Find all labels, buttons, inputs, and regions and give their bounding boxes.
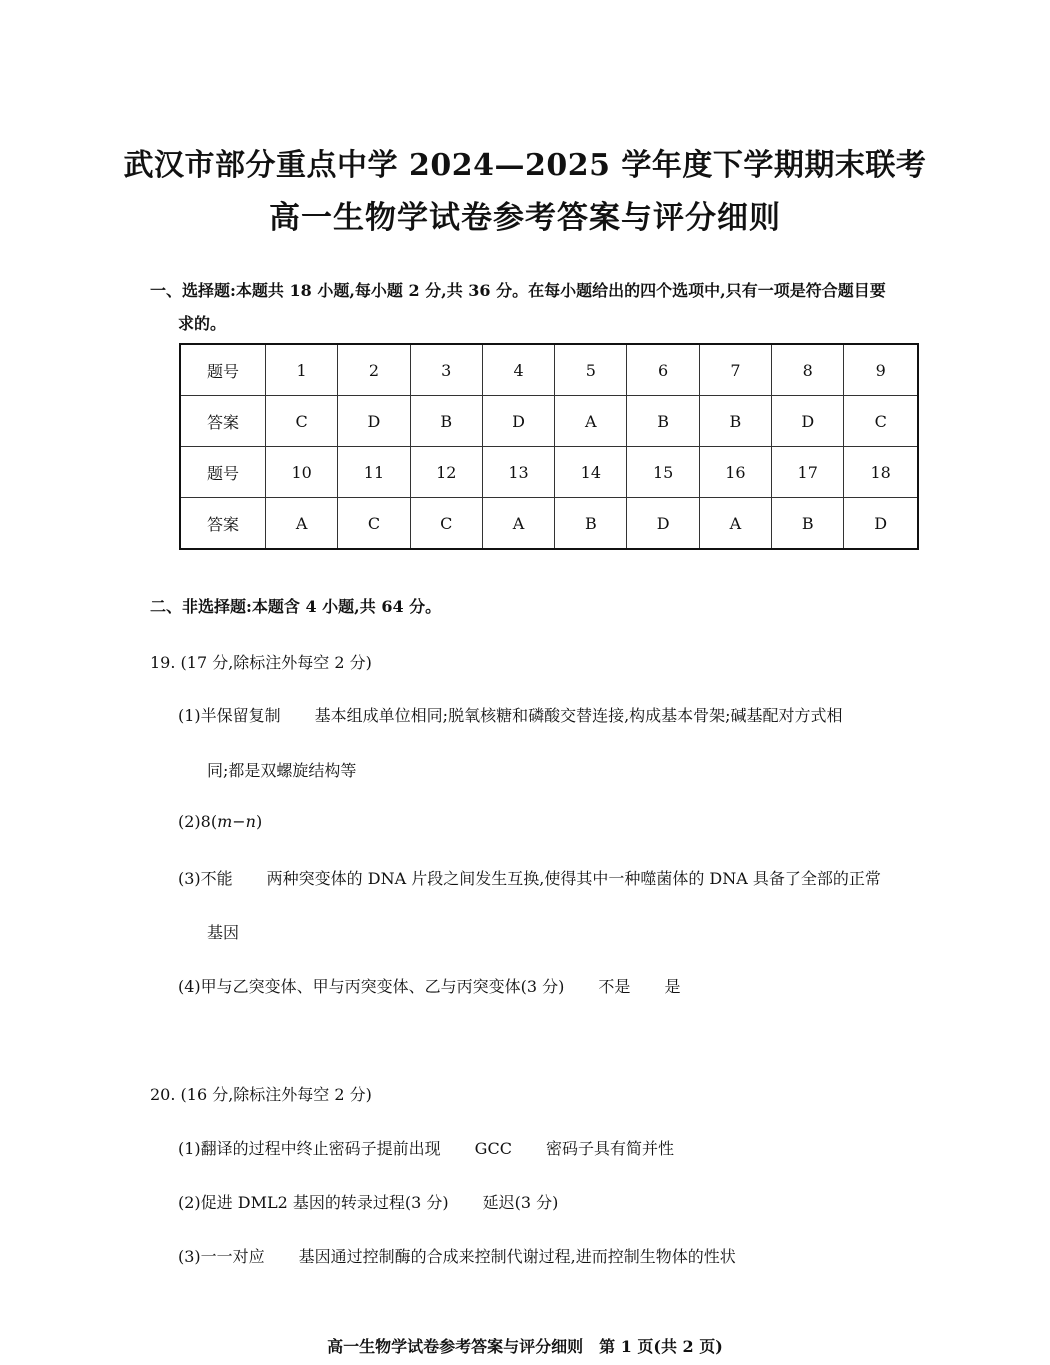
question-number-cell: 13 bbox=[482, 447, 554, 498]
answer-cell: B bbox=[627, 396, 699, 447]
answer-cell: D bbox=[338, 396, 410, 447]
q20-header: 20. (16 分,除标注外每空 2 分) bbox=[150, 1085, 372, 1104]
q19-part2 bbox=[178, 812, 262, 831]
row-label-answer: 答案 bbox=[180, 498, 266, 550]
answer-cell: A bbox=[482, 498, 554, 550]
answer-cell: B bbox=[699, 396, 771, 447]
question-number-cell: 2 bbox=[338, 344, 410, 396]
section1-intro-line2: 求的。 bbox=[178, 314, 227, 333]
q20-part1-answer-a: (1)翻译的过程中终止密码子提前出现 bbox=[178, 1139, 441, 1158]
q19-part3-answer-a: (3)不能 bbox=[178, 869, 233, 888]
q20-part2-answer-a: (2)促进 DML2 基因的转录过程(3 分) bbox=[178, 1193, 449, 1212]
q19-part4-answer-a: (4)甲与乙突变体、甲与丙突变体、乙与丙突变体(3 分) bbox=[178, 977, 565, 996]
question-number-cell: 17 bbox=[772, 447, 844, 498]
question-number-cell: 1 bbox=[266, 344, 338, 396]
answer-table-number-row bbox=[180, 447, 918, 498]
answer-cell: A bbox=[555, 396, 627, 447]
q20-part3 bbox=[178, 1244, 736, 1267]
q19-part3-answer-b: 两种突变体的 DNA 片段之间发生互换,使得其中一种噬菌体的 DNA 具备了全部的正常 bbox=[266, 869, 881, 888]
q19-part3-continuation: 基因 bbox=[207, 923, 240, 942]
question-number-cell: 15 bbox=[627, 447, 699, 498]
page-footer: 高一生物学试卷参考答案与评分细则 第 1 页(共 2 页) bbox=[327, 1337, 723, 1356]
answer-cell: D bbox=[844, 498, 918, 550]
answer-cell: C bbox=[266, 396, 338, 447]
question-number-cell: 18 bbox=[844, 447, 918, 498]
q19-part1-continuation: 同;都是双螺旋结构等 bbox=[207, 761, 357, 780]
question-number-cell: 12 bbox=[410, 447, 482, 498]
q20-part2-answer-b: 延迟(3 分) bbox=[482, 1193, 559, 1212]
q20-part2 bbox=[178, 1190, 558, 1213]
row-label-question-number: 题号 bbox=[180, 344, 266, 396]
row-label-question-number: 题号 bbox=[180, 447, 266, 498]
q19-part2-expression: m−n bbox=[217, 812, 256, 831]
q19-part2-suffix: ) bbox=[255, 812, 263, 831]
document-subtitle: 高一生物学试卷参考答案与评分细则 bbox=[269, 200, 781, 236]
q19-part4-answer-c: 是 bbox=[664, 977, 681, 996]
question-number-cell: 4 bbox=[482, 344, 554, 396]
answer-cell: D bbox=[772, 396, 844, 447]
section2-title: 二、非选择题:本题含 4 小题,共 64 分。 bbox=[150, 597, 442, 616]
question-number-cell: 16 bbox=[699, 447, 771, 498]
q20-part1 bbox=[178, 1136, 674, 1159]
q20-part3-answer-b: 基因通过控制酶的合成来控制代谢过程,进而控制生物体的性状 bbox=[298, 1247, 736, 1266]
answer-cell: D bbox=[482, 396, 554, 447]
question-number-cell: 8 bbox=[772, 344, 844, 396]
row-label-answer: 答案 bbox=[180, 396, 266, 447]
q20-part1-answer-b: GCC bbox=[474, 1139, 512, 1158]
section1-intro-line1: 一、选择题:本题共 18 小题,每小题 2 分,共 36 分。在每小题给出的四个选项中,只有一项是符合题目要 bbox=[150, 281, 886, 300]
q19-part3 bbox=[178, 866, 881, 889]
question-number-cell: 14 bbox=[555, 447, 627, 498]
question-number-cell: 5 bbox=[555, 344, 627, 396]
q20-part3-answer-a: (3)一一对应 bbox=[178, 1247, 265, 1266]
answer-cell: B bbox=[410, 396, 482, 447]
answer-cell: D bbox=[627, 498, 699, 550]
q19-part1 bbox=[178, 703, 843, 726]
answer-table-number-row bbox=[180, 344, 918, 396]
q19-header: 19. (17 分,除标注外每空 2 分) bbox=[150, 653, 372, 672]
question-number-cell: 10 bbox=[266, 447, 338, 498]
question-number-cell: 6 bbox=[627, 344, 699, 396]
answer-cell: C bbox=[844, 396, 918, 447]
answer-cell: B bbox=[555, 498, 627, 550]
question-number-cell: 11 bbox=[338, 447, 410, 498]
answer-cell: B bbox=[772, 498, 844, 550]
answer-cell: C bbox=[338, 498, 410, 550]
answer-cell: C bbox=[410, 498, 482, 550]
exam-title: 武汉市部分重点中学 2024—2025 学年度下学期期末联考 bbox=[123, 148, 927, 183]
answer-table-answer-row bbox=[180, 498, 918, 550]
question-number-cell: 9 bbox=[844, 344, 918, 396]
answer-cell: A bbox=[266, 498, 338, 550]
answer-cell: A bbox=[699, 498, 771, 550]
q19-part4 bbox=[178, 974, 680, 997]
q19-part1-answer-a: (1)半保留复制 bbox=[178, 706, 281, 725]
q20-part1-answer-c: 密码子具有简并性 bbox=[545, 1139, 674, 1158]
answer-table-answer-row bbox=[180, 396, 918, 447]
q19-part2-prefix: (2)8( bbox=[178, 812, 218, 831]
q19-part4-answer-b: 不是 bbox=[598, 977, 631, 996]
answer-table bbox=[179, 343, 919, 550]
question-number-cell: 7 bbox=[699, 344, 771, 396]
question-number-cell: 3 bbox=[410, 344, 482, 396]
q19-part1-answer-b: 基本组成单位相同;脱氧核糖和磷酸交替连接,构成基本骨架;碱基配对方式相 bbox=[314, 706, 843, 725]
section1-instructions bbox=[150, 274, 940, 340]
